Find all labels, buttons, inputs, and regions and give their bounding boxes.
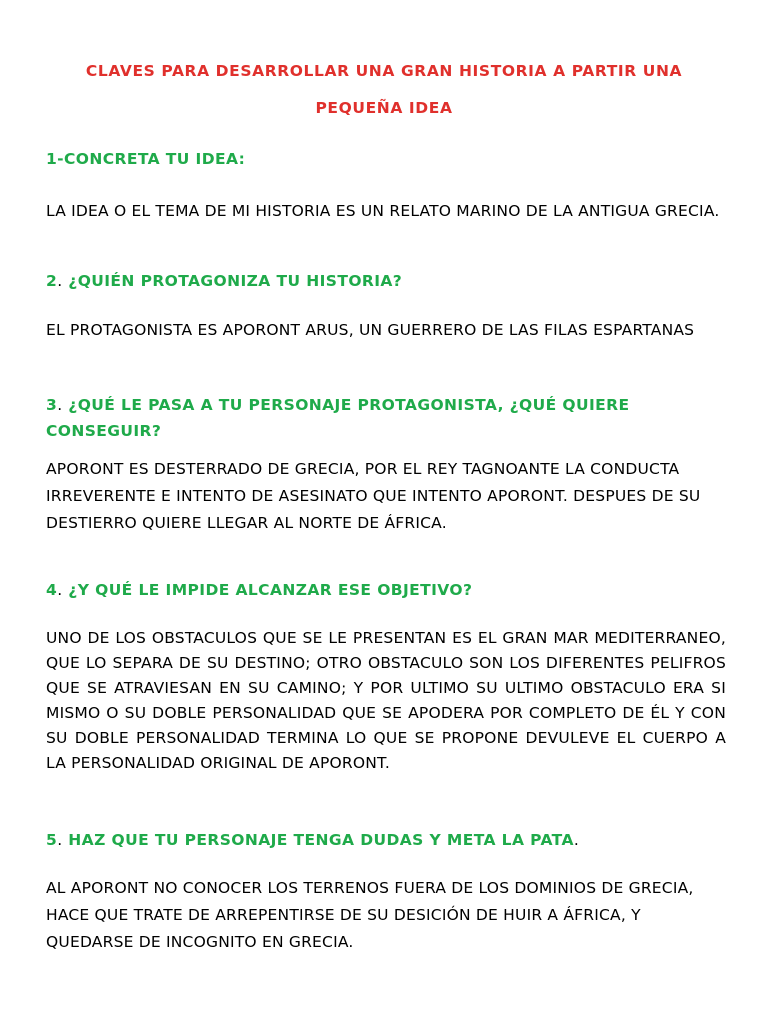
section-4-heading [46,577,736,603]
section-3-heading-text: ¿QUÉ LE PASA A TU PERSONAJE PROTAGONISTA, ¿QUÉ QUIERE CONSEGUIR? [46,396,630,440]
section-1-body: LA IDEA O EL TEMA DE MI HISTORIA ES UN RELATO MARINO DE LA ANTIGUA GRECIA. [46,202,720,220]
section-3-dot: . [57,396,63,414]
section-5-number: 5 [46,831,58,849]
section-3-number: 3 [46,396,58,414]
section-5-heading [46,827,736,853]
section-2-dot: . [57,272,63,290]
section-2-body: EL PROTAGONISTA ES APORONT ARUS, UN GUERRERO DE LAS FILAS ESPARTANAS [46,321,695,339]
section-5-body: AL APORONT NO CONOCER LOS TERRENOS FUERA DE LOS DOMINIOS DE GRECIA, HACE QUE TRATE DE ARREPENTIRSE DE SU DESICIÓN DE HUIR A ÁFRICA, Y QUEDARSE DE INCOGNITO EN GRECIA. [46,879,694,951]
section-3-body: APORONT ES DESTERRADO DE GRECIA, POR EL REY TAGNOANTE LA CONDUCTA IRREVERENTE E INTENTO DE ASESINATO QUE INTENTO APORONT. DESPUES DE SU DESTIERRO QUIERE LLEGAR AL NORTE DE ÁFRICA. [46,460,701,532]
section-4-dot: . [57,581,63,599]
section-5-heading-text: HAZ QUE TU PERSONAJE TENGA DUDAS Y META LA PATA [62,831,574,849]
section-3-heading [46,392,736,444]
section-2-number: 2 [46,272,58,290]
section-5-heading-end: . [573,831,580,849]
document-title-line-2: PEQUEÑA IDEA [315,99,453,117]
section-1-heading: 1-CONCRETA TU IDEA: [46,150,246,168]
section-4-heading-text: ¿Y QUÉ LE IMPIDE ALCANZAR ESE OBJETIVO? [62,581,473,599]
document-title-line-1: CLAVES PARA DESARROLLAR UNA GRAN HISTORIA A PARTIR UNA [85,62,683,80]
section-2-heading [46,268,736,294]
section-4-body: UNO DE LOS OBSTACULOS QUE SE LE PRESENTAN ES EL GRAN MAR MEDITERRANEO, QUE LO SEPARA DE SU DESTINO; OTRO OBSTACULO SON LOS DIFERENTES PELIFROS QUE SE ATRAVIESAN EN SU CAMINO; Y POR ULTIMO SU ULTIMO OBSTACULO ERA SI MISMO O SU DOBLE PERSONALIDAD QUE SE APODERA POR COMPLETO DE ÉL Y CON SU DOBLE PERSONALIDAD TERMINA LO QUE SE PROPONE DEVULEVE EL CUERPO A LA PERSONALIDAD ORIGINAL DE APORONT. [46,629,726,772]
section-2-heading-text: ¿QUIÉN PROTAGONIZA TU HISTORIA? [62,272,403,290]
section-4-number: 4 [46,581,58,599]
section-5-dot: . [57,831,63,849]
